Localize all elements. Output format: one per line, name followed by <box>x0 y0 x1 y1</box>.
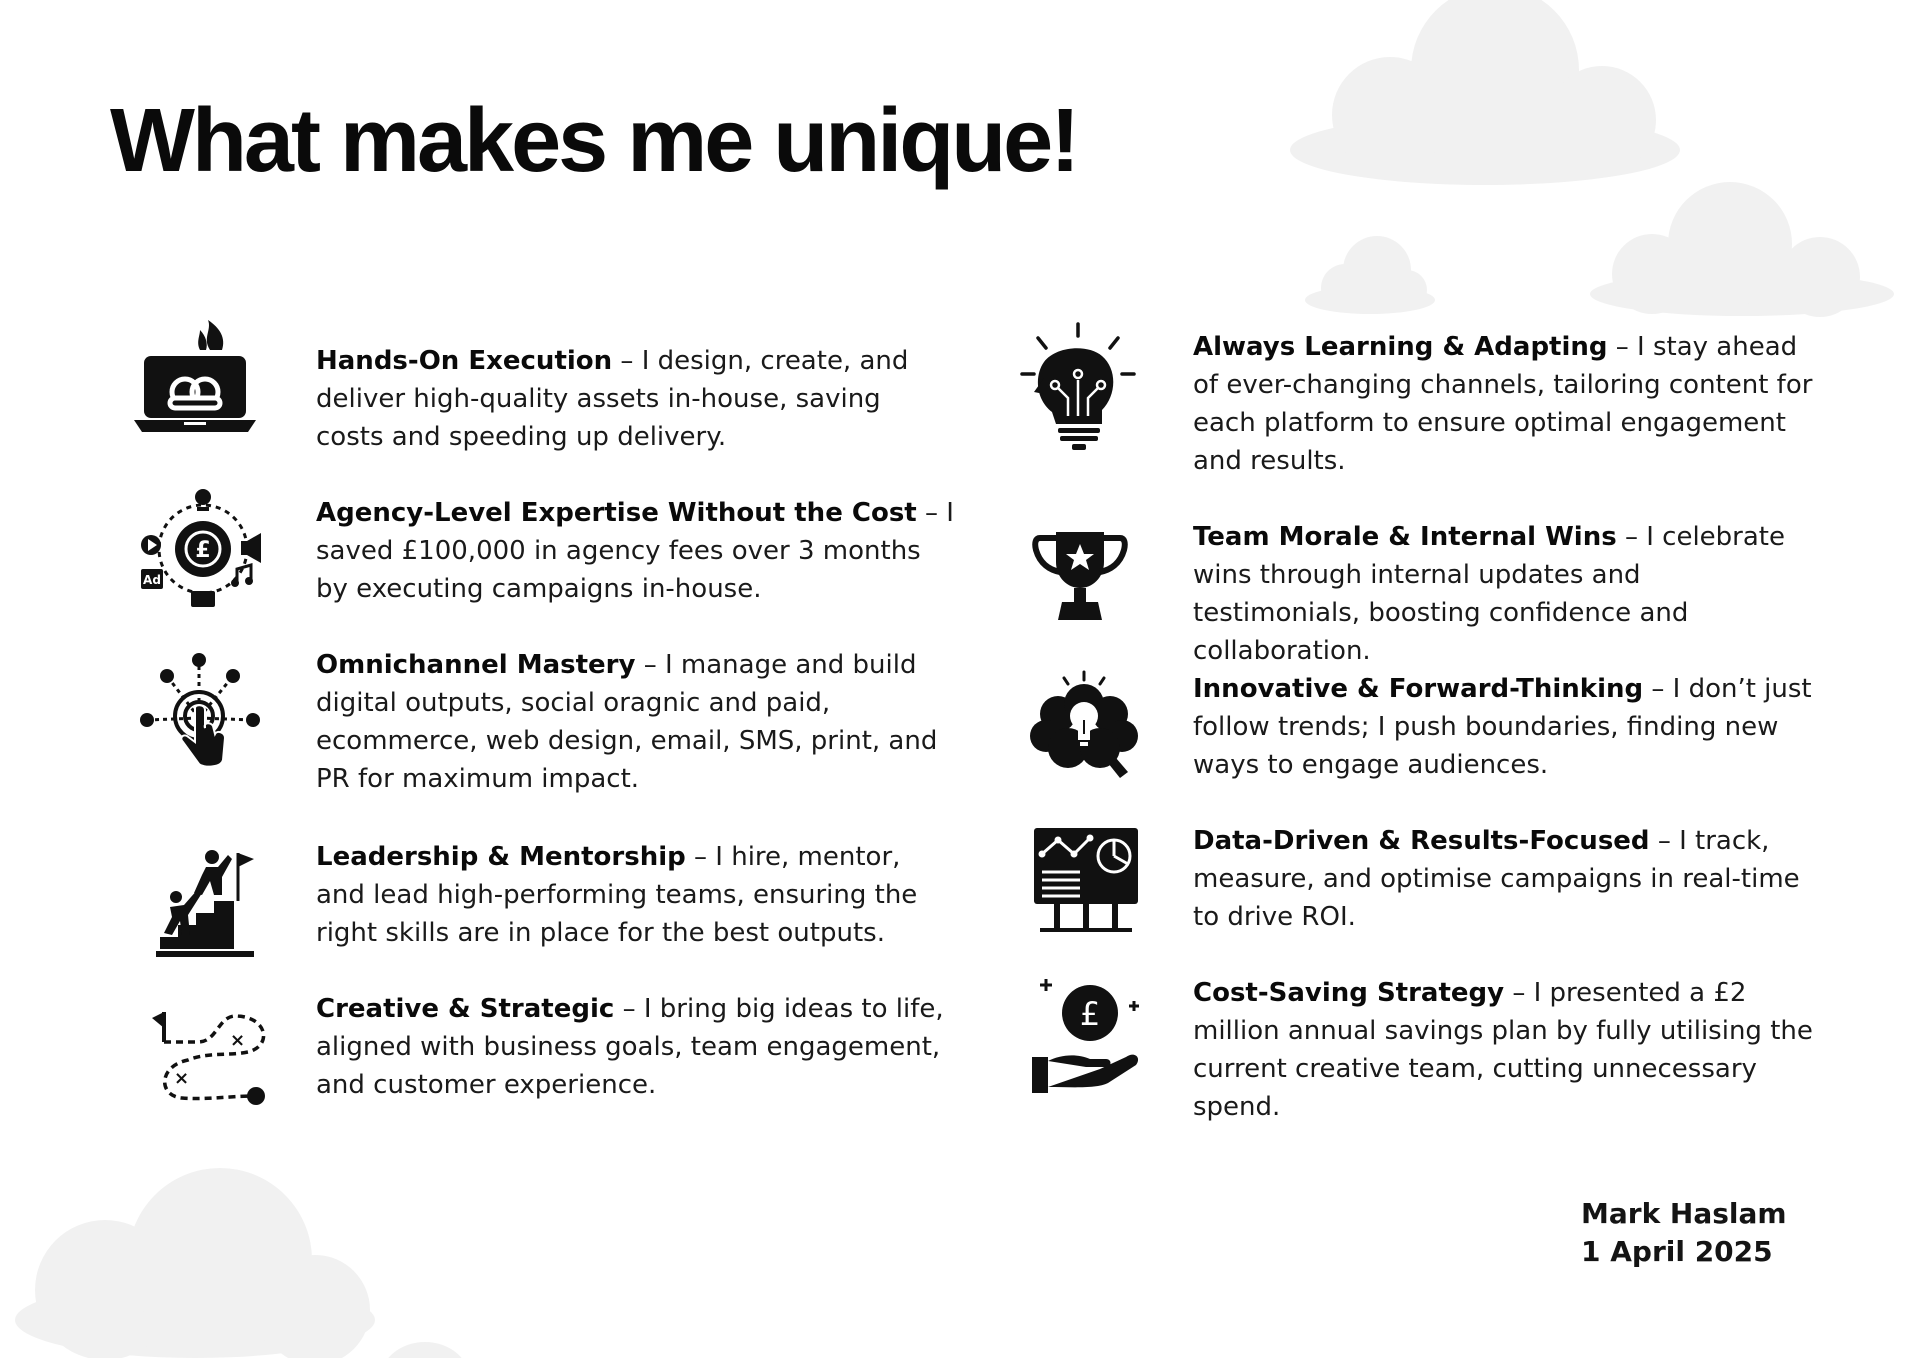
item-body: I bring big ideas to life, aligned with business goals, team engagement, and customer experience. <box>316 994 944 1100</box>
item-separator: – <box>694 842 708 872</box>
item-separator: – <box>622 994 636 1024</box>
cloud-top-right-large <box>1290 0 1680 185</box>
item-separator: – <box>1624 522 1638 552</box>
item-separator: – <box>643 650 657 680</box>
right-item-text <box>1193 822 1813 936</box>
data-dashboard-board-icon <box>1030 826 1142 936</box>
brain-lightbulb-icon <box>1028 670 1140 785</box>
cloud-top-right-small <box>1305 232 1435 314</box>
signature-name: Mark Haslam <box>1581 1197 1787 1230</box>
item-separator: – <box>1657 826 1671 856</box>
people-climbing-stairs-flag-icon <box>150 845 260 960</box>
item-heading: Always Learning & Adapting <box>1193 332 1608 362</box>
item-separator: – <box>1651 674 1665 704</box>
svg-text:£: £ <box>195 538 211 563</box>
item-heading: Leadership & Mentorship <box>316 842 686 872</box>
head-lightbulb-circuit-icon <box>1018 320 1138 455</box>
item-heading: Data-Driven & Results-Focused <box>1193 826 1650 856</box>
svg-text:Ad: Ad <box>143 573 161 587</box>
signature <box>1581 1195 1787 1271</box>
item-body: I saved £100,000 in agency fees over 3 months by executing campaigns in-house. <box>316 498 954 604</box>
item-body: I don’t just follow trends; I push boundaries, finding new ways to engage audiences. <box>1193 674 1812 780</box>
item-heading: Creative & Strategic <box>316 994 615 1024</box>
page-title: What makes me unique! <box>110 91 1078 191</box>
trophy-star-icon <box>1030 526 1130 626</box>
hand-holding-pound-coin-icon <box>1030 975 1150 1100</box>
item-separator: – <box>620 346 634 376</box>
item-separator: – <box>925 498 938 528</box>
cloud-bottom-left <box>15 1160 375 1358</box>
left-item-text <box>316 838 956 952</box>
item-heading: Team Morale & Internal Wins <box>1193 522 1617 552</box>
item-body: I stay ahead of ever-changing channels, tailoring content for each platform to ensure optimal engagement and results. <box>1193 332 1813 476</box>
pound-hub-marketing-channels-icon <box>137 483 277 613</box>
cloud-right-medium <box>1590 182 1895 317</box>
laptop-creative-cloud-fire-icon <box>130 318 260 448</box>
item-heading: Innovative & Forward-Thinking <box>1193 674 1644 704</box>
svg-text:£: £ <box>1079 995 1101 1033</box>
item-body: I presented a £2 million annual savings plan by fully utilising the current creative team, cutting unnecessary spend. <box>1193 978 1813 1122</box>
item-body: I celebrate wins through internal updates and testimonials, boosting confidence and collaboration. <box>1193 522 1785 666</box>
item-heading: Agency-Level Expertise Without the Cost <box>316 498 917 528</box>
left-item-text <box>316 494 956 608</box>
item-body: I track, measure, and optimise campaigns in real-time to drive ROI. <box>1193 826 1800 932</box>
right-item-text <box>1193 974 1813 1126</box>
left-item-text <box>316 342 956 456</box>
item-separator: – <box>1615 332 1629 362</box>
item-body: I hire, mentor, and lead high-performing teams, ensuring the right skills are in place for the best outputs. <box>316 842 918 948</box>
right-item-text <box>1193 328 1813 480</box>
item-heading: Hands-On Execution <box>316 346 613 376</box>
item-heading: Omnichannel Mastery <box>316 650 636 680</box>
left-item-text <box>316 990 956 1104</box>
item-body: I design, create, and deliver high-quality assets in-house, saving costs and speeding up delivery. <box>316 346 909 452</box>
signature-date: 1 April 2025 <box>1581 1235 1773 1268</box>
item-heading: Cost-Saving Strategy <box>1193 978 1505 1008</box>
touch-network-omnichannel-icon <box>137 650 267 780</box>
left-item-text <box>316 646 956 798</box>
cloud-bottom-edge <box>380 1340 470 1358</box>
svg-text:×: × <box>174 1068 190 1089</box>
treasure-map-path-icon <box>148 1006 273 1116</box>
right-item-text <box>1193 518 1813 670</box>
item-separator: – <box>1512 978 1526 1008</box>
item-body: I manage and build digital outputs, social oragnic and paid, ecommerce, web design, email, SMS, print, and PR for maximum impact. <box>316 650 938 794</box>
svg-text:×: × <box>230 1030 246 1051</box>
right-item-text <box>1193 670 1813 784</box>
